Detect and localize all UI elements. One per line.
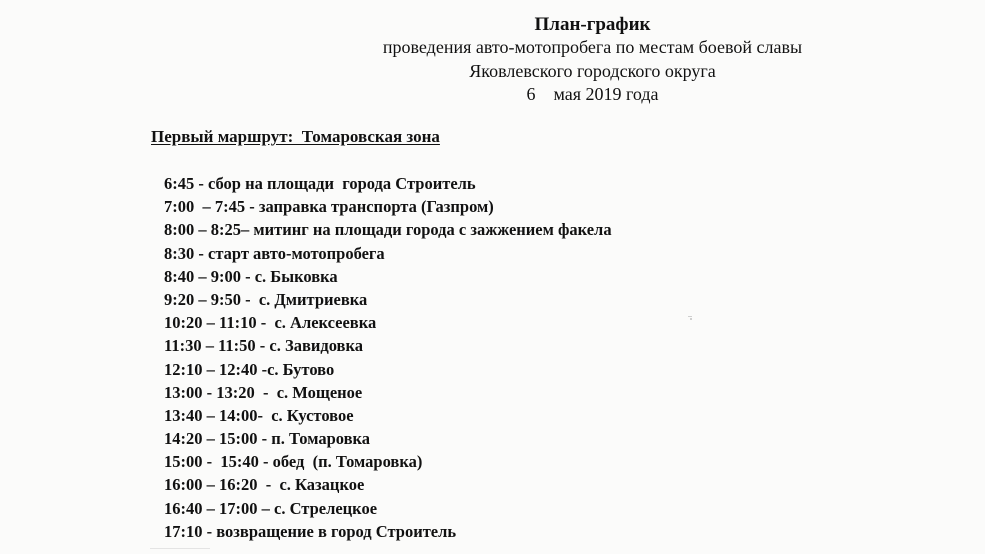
- header-date: 6 мая 2019 года: [526, 84, 659, 104]
- document-title: План-график: [534, 14, 651, 35]
- schedule-item: 10:20 – 11:10 - с. Алексеевка: [164, 313, 377, 333]
- route-heading: Первый маршрут: Томаровская зона: [151, 127, 440, 146]
- schedule-item: 7:00 – 7:45 - заправка транспорта (Газпром): [164, 197, 494, 217]
- header-subtitle-line-1: проведения авто-мотопробега по местам боевой славы: [382, 37, 803, 57]
- schedule-item: 12:10 – 12:40 -с. Бутово: [164, 359, 335, 379]
- schedule-item: 13:00 - 13:20 - с. Мощеное: [164, 382, 363, 402]
- schedule-item: 8:40 – 9:00 - с. Быковка: [164, 266, 338, 286]
- header-subtitle-line-2: Яковлевского городского округа: [469, 61, 716, 81]
- schedule-item: 11:30 – 11:50 - с. Завидовка: [164, 336, 363, 356]
- schedule-item: 6:45 - сбор на площади города Строитель: [164, 174, 476, 193]
- schedule-item: 8:30 - старт авто-мотопробега: [164, 243, 385, 263]
- schedule-item: 15:00 - 15:40 - обед (п. Томаровка): [164, 452, 423, 472]
- scan-speck: [150, 548, 210, 549]
- schedule-item: 8:00 – 8:25– митинг на площади города с зажжением факела: [164, 220, 612, 240]
- schedule-item: 13:40 – 14:00- с. Кустовое: [164, 405, 354, 425]
- schedule-item: 17:10 - возвращение в город Строитель: [164, 521, 457, 541]
- schedule-item: 16:40 – 17:00 – с. Стрелецкое: [164, 498, 378, 518]
- schedule-list: [164, 172, 612, 543]
- schedule-item: 14:20 – 15:00 - п. Томаровка: [164, 429, 371, 449]
- scan-speck: [690, 318, 692, 320]
- schedule-item: 9:20 – 9:50 - с. Дмитриевка: [164, 289, 368, 309]
- schedule-item: 16:00 – 16:20 - с. Казацкое: [164, 475, 365, 495]
- scan-speck: [688, 316, 692, 317]
